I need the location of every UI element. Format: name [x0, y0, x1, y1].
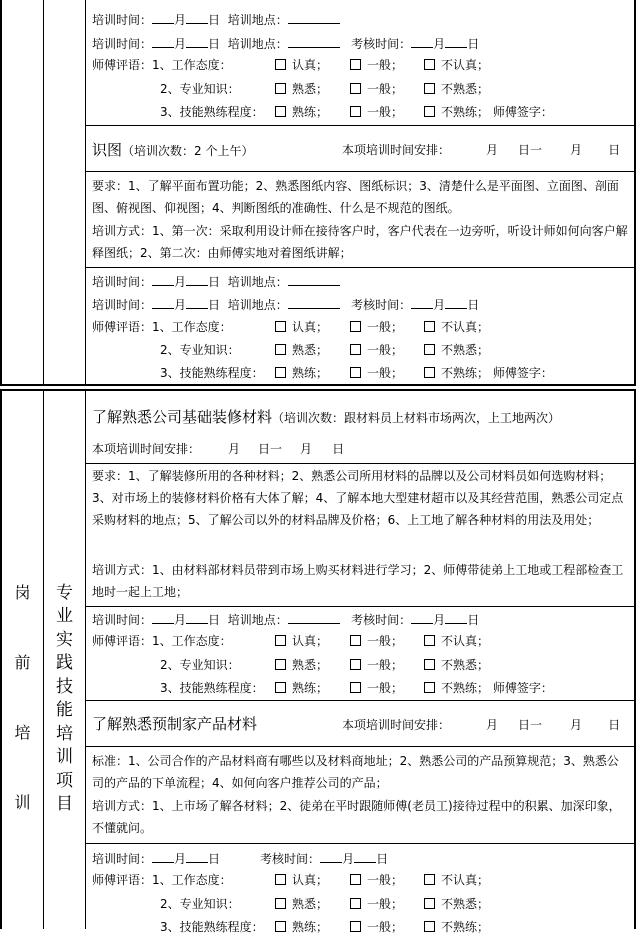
section-title: 识图（培训次数：2 个上午）: [92, 141, 254, 159]
eval-label: 3、技能熟练程度：: [160, 920, 264, 934]
eval-option[interactable]: 一般；: [350, 366, 403, 380]
section-body-shitu: [86, 172, 634, 268]
method-text: 培训方式：1、第一次：采取利用设计师在接待客户时，客户代表在一边旁听，听设计师如何向客户解释图纸；2、第二次：由师傅实地对着图纸讲解；: [92, 224, 628, 260]
schedule-line: 培训时间： 月 日 培训地点： 考核时间： 月 日: [92, 37, 480, 51]
checkbox-icon[interactable]: [424, 59, 435, 70]
eval-option[interactable]: 一般；: [350, 873, 403, 887]
checkbox-icon[interactable]: [350, 83, 361, 94]
eval-option[interactable]: 不熟悉；: [424, 658, 489, 672]
category-char: 专: [56, 583, 73, 603]
eval-option[interactable]: 不熟悉；: [424, 82, 489, 96]
checkbox-icon[interactable]: [275, 635, 286, 646]
category-char: 技: [56, 677, 73, 697]
eval-option[interactable]: 熟悉；: [275, 82, 328, 96]
category-char: 践: [56, 653, 73, 673]
checkbox-icon[interactable]: [275, 659, 286, 670]
eval-label: 2、专业知识：: [160, 897, 240, 911]
checkbox-icon[interactable]: [350, 635, 361, 646]
checkbox-icon[interactable]: [424, 106, 435, 117]
eval-label: 2、专业知识：: [160, 658, 240, 672]
checkbox-icon[interactable]: [350, 321, 361, 332]
eval-option[interactable]: 认真；: [275, 634, 328, 648]
requirements-text: 要求：1、了解装修所用的各种材料；2、熟悉公司所用材料的品牌以及公司材料员如何选购材料；3、对市场上的装修材料价格有大体了解；4、了解本地大型建材超市以及其经营范围，熟悉公司定点采购材料的地点；5、了解公司以外的材料品牌及价格；6、上工地了解各种材料的用法及用处；: [92, 469, 624, 527]
checkbox-icon[interactable]: [350, 106, 361, 117]
left-category-column: [2, 391, 44, 929]
eval-option[interactable]: 一般；: [350, 658, 403, 672]
eval-label: 师傅评语：1、工作态度：: [92, 320, 232, 334]
eval-option[interactable]: 一般；: [350, 681, 403, 695]
section-eval-yuzhi: [86, 844, 634, 934]
checkbox-icon[interactable]: [275, 898, 286, 909]
eval-label: 2、专业知识：: [160, 343, 240, 357]
eval-option[interactable]: 认真；: [275, 873, 328, 887]
category-char: 能: [56, 700, 73, 720]
schedule-range: 本项培训时间安排： 月 日一 月 日: [342, 143, 621, 157]
checkbox-icon[interactable]: [424, 659, 435, 670]
section-title-cailiao: [86, 391, 634, 464]
eval-option[interactable]: 不熟悉；: [424, 343, 489, 357]
category-char: 实: [56, 630, 73, 650]
checkbox-icon[interactable]: [275, 106, 286, 117]
checkbox-icon[interactable]: [350, 898, 361, 909]
eval-option[interactable]: 不熟悉；: [424, 897, 489, 911]
section-eval-cailiao: [86, 607, 634, 701]
category-char: 前: [14, 653, 31, 672]
form-block-upper: [0, 0, 636, 386]
eval-label: 3、技能熟练程度：: [160, 366, 264, 380]
checkbox-icon[interactable]: [275, 344, 286, 355]
previous-section-tail: [86, 0, 634, 126]
eval-label: 师傅评语：1、工作态度：: [92, 58, 232, 72]
section-body-cailiao: [86, 464, 634, 607]
checkbox-icon[interactable]: [275, 83, 286, 94]
middle-category-column: [44, 391, 86, 929]
eval-label: 3、技能熟练程度：: [160, 105, 264, 119]
eval-option[interactable]: 不认真；: [424, 320, 489, 334]
checkbox-icon[interactable]: [424, 83, 435, 94]
eval-option[interactable]: 不熟练； 师傅签字：: [424, 681, 553, 695]
eval-option[interactable]: 熟悉；: [275, 897, 328, 911]
category-char: 岗: [14, 583, 31, 602]
eval-option[interactable]: 一般；: [350, 897, 403, 911]
checkbox-icon[interactable]: [350, 59, 361, 70]
checkbox-icon[interactable]: [275, 682, 286, 693]
eval-label: 师傅评语：1、工作态度：: [92, 634, 232, 648]
section-title-shitu: [86, 126, 634, 172]
eval-option[interactable]: 一般；: [350, 82, 403, 96]
checkbox-icon[interactable]: [424, 367, 435, 378]
schedule-line: 培训时间： 月 日 培训地点： 考核时间： 月 日: [92, 613, 480, 627]
left-category-column: [2, 0, 44, 384]
eval-option[interactable]: 一般；: [350, 343, 403, 357]
checkbox-icon[interactable]: [424, 635, 435, 646]
schedule-range: 本项培训时间安排： 月 日一 月 日: [92, 442, 345, 456]
method-text: 培训方式：1、由材料部材料员带到市场上购买材料进行学习；2、师傅带徒弟上工地或工程部检查工地时一起上工地；: [92, 563, 624, 599]
section-eval-shitu: [86, 268, 634, 386]
category-char: 训: [56, 747, 73, 767]
checkbox-icon[interactable]: [350, 874, 361, 885]
checkbox-icon[interactable]: [424, 874, 435, 885]
schedule-line: 培训时间： 月 日 培训地点：: [92, 11, 340, 27]
eval-option[interactable]: 不熟练；: [424, 920, 489, 934]
eval-option[interactable]: 一般；: [350, 320, 403, 334]
checkbox-icon[interactable]: [424, 682, 435, 693]
lower-content: [86, 391, 634, 934]
eval-option[interactable]: 熟悉；: [275, 658, 328, 672]
section-title-yuzhi: [86, 701, 634, 747]
checkbox-icon[interactable]: [275, 59, 286, 70]
checkbox-icon[interactable]: [350, 344, 361, 355]
eval-option[interactable]: 不认真；: [424, 58, 489, 72]
eval-option[interactable]: 不认真；: [424, 873, 489, 887]
category-char: 训: [14, 793, 31, 812]
checkbox-icon[interactable]: [424, 344, 435, 355]
eval-label: 3、技能熟练程度：: [160, 681, 264, 695]
eval-option[interactable]: 不熟练； 师傅签字：: [424, 366, 553, 380]
eval-option[interactable]: 熟练；: [275, 920, 328, 934]
checkbox-icon[interactable]: [275, 321, 286, 332]
standard-text: 标准：1、公司合作的产品材料商有哪些以及材料商地址；2、熟悉公司的产品预算规范；3、熟悉公司的产品的下单流程；4、如何向客户推荐公司的产品；: [92, 754, 619, 790]
section-body-yuzhi: [86, 747, 634, 844]
form-block-lower: [0, 389, 636, 934]
eval-option[interactable]: 认真；: [275, 58, 328, 72]
eval-option[interactable]: 一般；: [350, 920, 403, 934]
eval-option[interactable]: 不熟练； 师傅签字：: [424, 105, 553, 119]
eval-option[interactable]: 熟练；: [275, 681, 328, 695]
schedule-line: 培训时间： 月 日 培训地点： 考核时间： 月 日: [92, 298, 480, 312]
eval-label: 师傅评语：1、工作态度：: [92, 873, 232, 887]
category-char: 项: [56, 771, 73, 791]
checkbox-icon[interactable]: [350, 367, 361, 378]
schedule-range: 本项培训时间安排： 月 日一 月 日: [342, 718, 621, 732]
eval-option[interactable]: 一般；: [350, 58, 403, 72]
eval-option[interactable]: 一般；: [350, 634, 403, 648]
category-char: 培: [14, 723, 31, 742]
eval-option[interactable]: 熟练；: [275, 105, 328, 119]
checkbox-icon[interactable]: [350, 659, 361, 670]
eval-option[interactable]: 一般；: [350, 105, 403, 119]
checkbox-icon[interactable]: [275, 367, 286, 378]
schedule-line: 培训时间： 月 日 考核时间： 月 日: [92, 852, 389, 866]
upper-content: [86, 0, 634, 384]
category-char: 目: [56, 794, 73, 814]
checkbox-icon[interactable]: [275, 874, 286, 885]
eval-option[interactable]: 不认真；: [424, 634, 489, 648]
checkbox-icon[interactable]: [350, 682, 361, 693]
requirements-text: 要求：1、了解平面布置功能；2、熟悉图纸内容、图纸标识；3、清楚什么是平面图、立面图、剖面图、俯视图、仰视图；4、判断图纸的准确性、什么是不规范的图纸。: [92, 179, 619, 215]
eval-label: 2、专业知识：: [160, 82, 240, 96]
category-char: 业: [56, 606, 73, 626]
checkbox-icon[interactable]: [424, 321, 435, 332]
middle-category-column: [44, 0, 86, 384]
eval-option[interactable]: 认真；: [275, 320, 328, 334]
section-title: 了解熟悉预制家产品材料: [92, 715, 258, 733]
checkbox-icon[interactable]: [424, 898, 435, 909]
eval-option[interactable]: 熟悉；: [275, 343, 328, 357]
section-title: 了解熟悉公司基础装修材料（培训次数：跟材料员上材料市场两次，上工地两次）: [92, 408, 561, 426]
method-text: 培训方式：1、上市场了解各材料；2、徒弟在平时跟随师傅(老员工)接待过程中的积累、加深印象，不懂就问。: [92, 799, 621, 835]
eval-option[interactable]: 熟练；: [275, 366, 328, 380]
schedule-line: 培训时间： 月 日 培训地点：: [92, 273, 340, 289]
category-char: 培: [56, 724, 73, 744]
